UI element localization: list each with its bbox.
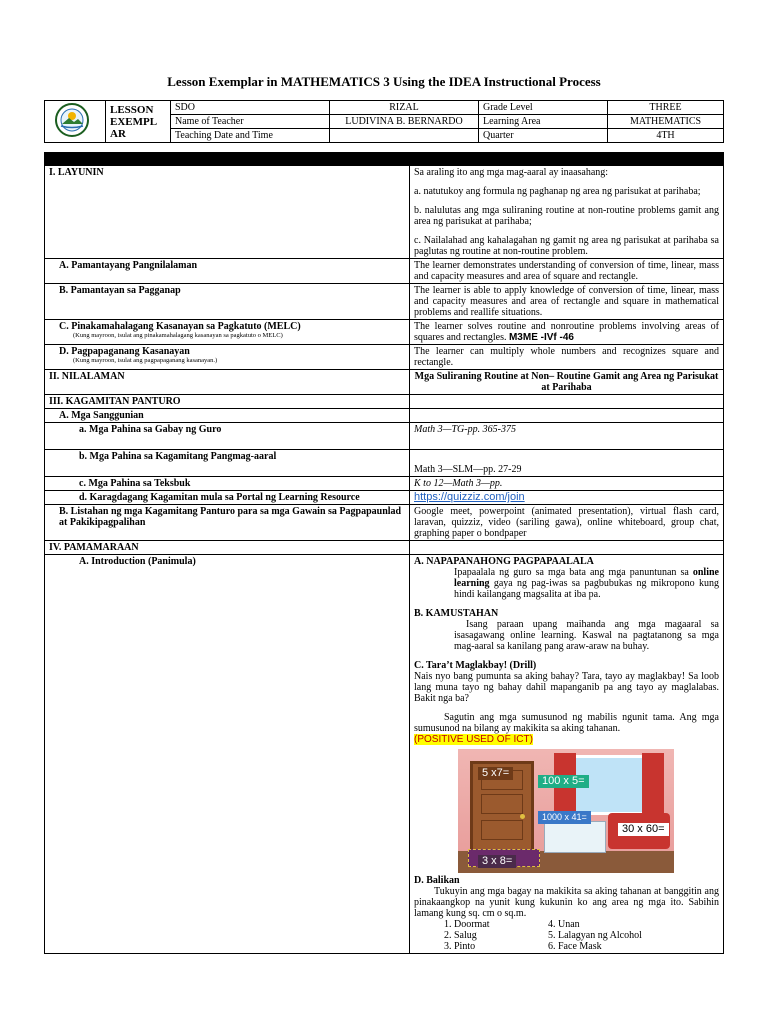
sanggunian-label: A. Mga Sanggunian bbox=[45, 409, 410, 423]
portal-label: d. Karagdagang Kagamitan mula sa Portal ng Learning Resource bbox=[45, 491, 410, 505]
pagpapaganang-cell bbox=[45, 345, 410, 370]
kamustahan-title: B. KAMUSTAHAN bbox=[414, 608, 499, 619]
layunin-c: c. Nailalahad ang kahalagahan ng gamit ng area ng parisukat at parihaba sa paglutas ng routine at non-routine problem. bbox=[414, 235, 719, 257]
lesson-exemplar-label: LESSON EXEMPL AR bbox=[106, 101, 171, 143]
listahan-label: B. Listahan ng mga Kagamitang Panturo para sa mga Gawain sa Pagpapaunlad at Pakikipagpalihan bbox=[45, 505, 410, 541]
balikan-text: Tukuyin ang mga bagay na makikita sa aking tahanan at banggitin ang pinakaangkop na yunit kung kukunin ko ang area ng mga ito. Sabihin lamang kung sq. cm o sq.m. bbox=[414, 886, 719, 919]
hdr-label: Name of Teacher bbox=[171, 115, 330, 129]
kamustahan-text: Isang paraan upang maihanda ang mga magaaral sa isasagawang online learning. Kaswal na pagtatanong sa mga mag-aaral sa kanilang pang araw-araw na buhay. bbox=[454, 619, 719, 652]
napapanahong-text-1: Ipapaalala ng guro sa mga bata ang mga panuntunan sa bbox=[454, 567, 693, 578]
row-layunin bbox=[45, 166, 724, 259]
pagpapaganang-note: (Kung mayroon, isulat ang pagpapaganang kasanayan.) bbox=[73, 357, 218, 364]
pagpapaganang-text: The learner can multiply whole numbers and recognizes square and rectangle. bbox=[410, 345, 724, 370]
hdr-label: Quarter bbox=[479, 129, 608, 143]
hdr-value: MATHEMATICS bbox=[608, 115, 724, 129]
kagamitang-text: Math 3—SLM—pp. 27-29 bbox=[410, 450, 724, 477]
balikan-title: D. Balikan bbox=[414, 875, 460, 886]
nilalaman-text: Mga Suliraning Routine at Non– Routine Gamit ang Area ng Parisukat at Parihaba bbox=[410, 370, 724, 395]
document-title: Lesson Exemplar in MATHEMATICS 3 Using the IDEA Instructional Process bbox=[167, 74, 601, 89]
napapanahong-text-2: gaya ng pag-iwas sa pagbubukas ng mikropono kung hindi kailangang magsalita at iba pa. bbox=[454, 578, 719, 600]
hdr-value: 4TH bbox=[608, 129, 724, 143]
melc-content bbox=[410, 320, 724, 345]
gabay-label: a. Mga Pahina sa Gabay ng Guro bbox=[45, 423, 410, 450]
hdr-value: LUDIVINA B. BERNARDO bbox=[330, 115, 479, 129]
hdr-value bbox=[330, 129, 479, 143]
deped-seal bbox=[45, 101, 106, 143]
pamantayang-label: A. Pamantayang Pangnilalaman bbox=[45, 259, 410, 284]
introduction-content bbox=[410, 555, 724, 954]
pagganap-label: B. Pamantayan sa Pagganap bbox=[45, 284, 410, 320]
scene-label: 1000 x 41= bbox=[538, 811, 591, 824]
list-item: 3. Pinto bbox=[444, 941, 476, 952]
list-item: 2. Salug bbox=[444, 930, 477, 941]
kagamitang-label: b. Mga Pahina sa Kagamitang Pangmag-aaral bbox=[45, 450, 410, 477]
pamamaraan-label: IV. PAMAMARAAN bbox=[45, 541, 410, 555]
pagpapaganang-label: D. Pagpapaganang Kasanayan bbox=[59, 346, 190, 357]
positive-ict-label: (POSITIVE USED OF ICT) bbox=[414, 734, 533, 745]
napapanahong-title: A. NAPAPANAHONG PAGPAPAALALA bbox=[414, 556, 594, 567]
napapanahong-text bbox=[414, 567, 719, 600]
hdr-value: THREE bbox=[608, 101, 724, 115]
scene-label: 3 x 8= bbox=[478, 855, 516, 868]
list-item: 1. Doormat bbox=[444, 919, 490, 930]
melc-cell bbox=[45, 320, 410, 345]
listahan-text: Google meet, powerpoint (animated presentation), virtual flash card, laravan, quizziz, video (sariling gawa), online whiteboard, group chat, graphing paper o bondpaper bbox=[410, 505, 724, 541]
melc-text: The learner solves routine and nonroutine problems involving areas of squares and rectangles. bbox=[414, 321, 719, 343]
melc-label: C. Pinakamahalagang Kasanayan sa Pagkatuto (MELC) bbox=[59, 321, 301, 332]
layunin-content bbox=[410, 166, 724, 259]
introduction-label: A. Introduction (Panimula) bbox=[45, 555, 410, 954]
melc-code: M3ME -IVf -46 bbox=[508, 332, 574, 343]
melc-note: (Kung mayroon, isulat ang pinakamahalagang kasanayan sa pagkatuto o MELC) bbox=[73, 332, 283, 339]
hdr-label: SDO bbox=[171, 101, 330, 115]
teksbuk-label: c. Mga Pahina sa Teksbuk bbox=[45, 477, 410, 491]
kagamitan-label: III. KAGAMITAN PANTURO bbox=[45, 395, 410, 409]
scene-label: 100 x 5= bbox=[538, 775, 589, 788]
items-list bbox=[414, 919, 719, 952]
list-item: 4. Unan bbox=[548, 919, 580, 930]
lesson-table bbox=[44, 152, 724, 954]
quizziz-link[interactable]: https://quizziz.com/join bbox=[414, 491, 525, 503]
layunin-a: a. natutukoy ang formula ng paghanap ng area ng parisukat at parihaba; bbox=[414, 186, 701, 197]
hdr-value: RIZAL bbox=[330, 101, 479, 115]
drill-title: C. Tara’t Maglakbay! (Drill) bbox=[414, 660, 537, 671]
hdr-label: Grade Level bbox=[479, 101, 608, 115]
hdr-label: Teaching Date and Time bbox=[171, 129, 330, 143]
teksbuk-text: K to 12—Math 3—pp. bbox=[410, 477, 724, 491]
pagganap-text: The learner is able to apply knowledge of conversion of time, linear, mass and capacity measures and area of rectangle and square in mathematical problems and reallife situations. bbox=[410, 284, 724, 320]
seal-icon bbox=[47, 103, 97, 137]
scene-label: 30 x 60= bbox=[618, 823, 669, 836]
list-item: 5. Lalagyan ng Alcohol bbox=[548, 930, 642, 941]
layunin-label: I. LAYUNIN bbox=[45, 166, 410, 259]
drill-text-2: Sagutin ang mga sumusunod ng mabilis ngunit tama. Ang mga sumusunod na bilang ay makikita sa aking tahanan. bbox=[414, 712, 719, 734]
scene-label: 5 x7= bbox=[478, 767, 513, 780]
layunin-b: b. nalulutas ang mga suliraning routine at non-routine problems gamit ang area ng parisukat at parihaba; bbox=[414, 205, 719, 227]
header-table bbox=[44, 100, 724, 143]
drill-text-1: Nais nyo bang pumunta sa aking bahay? Tara, tayo ay maglakbay! Sa loob lang muna tayo ng bahay dahil mapanganib pa ang tayo ay maglalabas. Bakit nga ba? bbox=[414, 671, 719, 704]
nilalaman-label: II. NILALAMAN bbox=[45, 370, 410, 395]
gabay-text: Math 3—TG-pp. 365-375 bbox=[410, 423, 724, 450]
hdr-label: Learning Area bbox=[479, 115, 608, 129]
list-item: 6. Face Mask bbox=[548, 941, 602, 952]
pamantayang-text: The learner demonstrates understanding of conversion of time, linear, mass and capacity measures and area of square and rectangle. bbox=[410, 259, 724, 284]
online-learning-text: online learning bbox=[454, 567, 719, 589]
layunin-intro: Sa araling ito ang mga mag-aaral ay inaasahang: bbox=[414, 167, 609, 178]
house-scene-image bbox=[458, 749, 674, 873]
